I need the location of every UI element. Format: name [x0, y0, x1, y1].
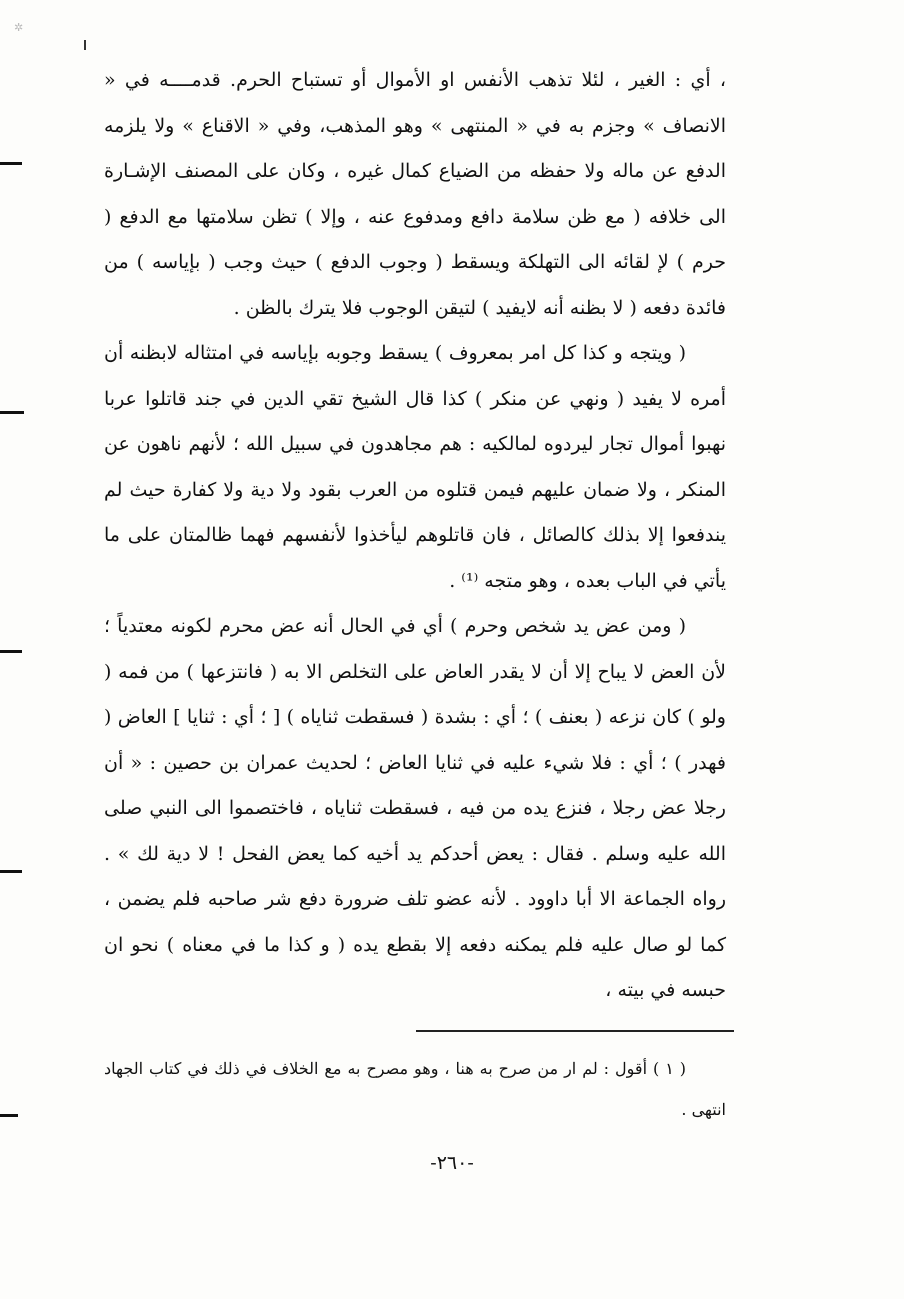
- margin-tick: [84, 40, 86, 50]
- corner-smudge-icon: ✲: [14, 21, 24, 34]
- footnote: [104, 1048, 726, 1130]
- left-margin-mark: [0, 870, 22, 873]
- main-text: [104, 58, 726, 1014]
- footnote-text: ( ١ ) أقول : لم ار من صرح به هنا ، وهو مصرح به مع الخلاف في ذلك في كتاب الجهاد انتهى .: [104, 1059, 726, 1119]
- paragraph-2: ( ويتجه و كذا كل امر بمعروف ) يسقط وجوبه بإياسه في امتثاله لابظنه أن أمره لا يفيد ( ونهي عن منكر ) كذا قال الشيخ تقي الدين في جند قاتلوا عربا نهبوا أموال تجار ليردوه لمالكيه : هم مجاهدون في سبيل الله ؛ لأنهم ناهون عن المنكر ، ولا ضمان عليهم فيمن قتلوه من العرب بقود ولا دية ولا كفارة حيث لم يندفعوا إلا بذلك كالصائل ، فان قاتلوهم ليأخذوا لأنفسهم فهما ظالمتان على ما يأتي في الباب بعده ، وهو متجه ⁽¹⁾ .: [104, 342, 726, 592]
- paragraph-3: ( ومن عض يد شخص وحرم ) أي في الحال أنه عض محرم لكونه معتدياً ؛ لأن العض لا يباح إلا أن لا يقدر العاض على التخلص الا به ( فانتزعها ) من فمه ( ولو ) كان نزعه ( بعنف ) ؛ أي : بشدة ( فسقطت ثناياه ) [ ؛ أي : ثنايا ] العاض ( فهدر ) ؛ أي : فلا شيء عليه في ثنايا العاض ؛ لحديث عمران بن حصين : « أن رجلا عض رجلا ، فنزع يده من فيه ، فسقطت ثناياه ، فاختصموا الى النبي صلى الله عليه وسلم . فقال : يعض أحدكم يد أخيه كما يعض الفحل ! لا دية لك » . رواه الجماعة الا أبا داوود . لأنه عضو تلف ضرورة دفع شر صاحبه فلم يضمن ، كما لو صال عليه فلم يمكنه دفعه إلا بقطع يده ( و كذا ما في معناه ) نحو ان حبسه في بيته ،: [104, 615, 726, 1001]
- left-margin-mark: [0, 411, 24, 414]
- paragraph-1: ، أي : الغير ، لئلا تذهب الأنفس او الأموال أو تستباح الحرم. قدمــــه في « الانصاف » وجزم به في « المنتهى » وهو المذهب، وفي « الاقناع » ولا يلزمه الدفع عن ماله ولا حفظه من الضياع كمال غيره ، وكان على المصنف الإشـارة الى خلافه ( مع ظن سلامة دافع ومدفوع عنه ، وإلا ) تظن سلامتها مع الدفع ( حرم ) لإ لقائه الى التهلكة ويسقط ( وجوب الدفع ) حيث وجب ( بإياسه ) من فائدة دفعه ( لا بظنه أنه لايفيد ) لتيقن الوجوب فلا يترك بالظن .: [104, 69, 726, 319]
- left-margin-mark: [0, 650, 22, 653]
- page-number: -٢٦٠-: [430, 1152, 474, 1174]
- left-margin-mark: [0, 162, 22, 165]
- left-margin-mark: [0, 1114, 18, 1117]
- footnote-separator: [416, 1030, 734, 1032]
